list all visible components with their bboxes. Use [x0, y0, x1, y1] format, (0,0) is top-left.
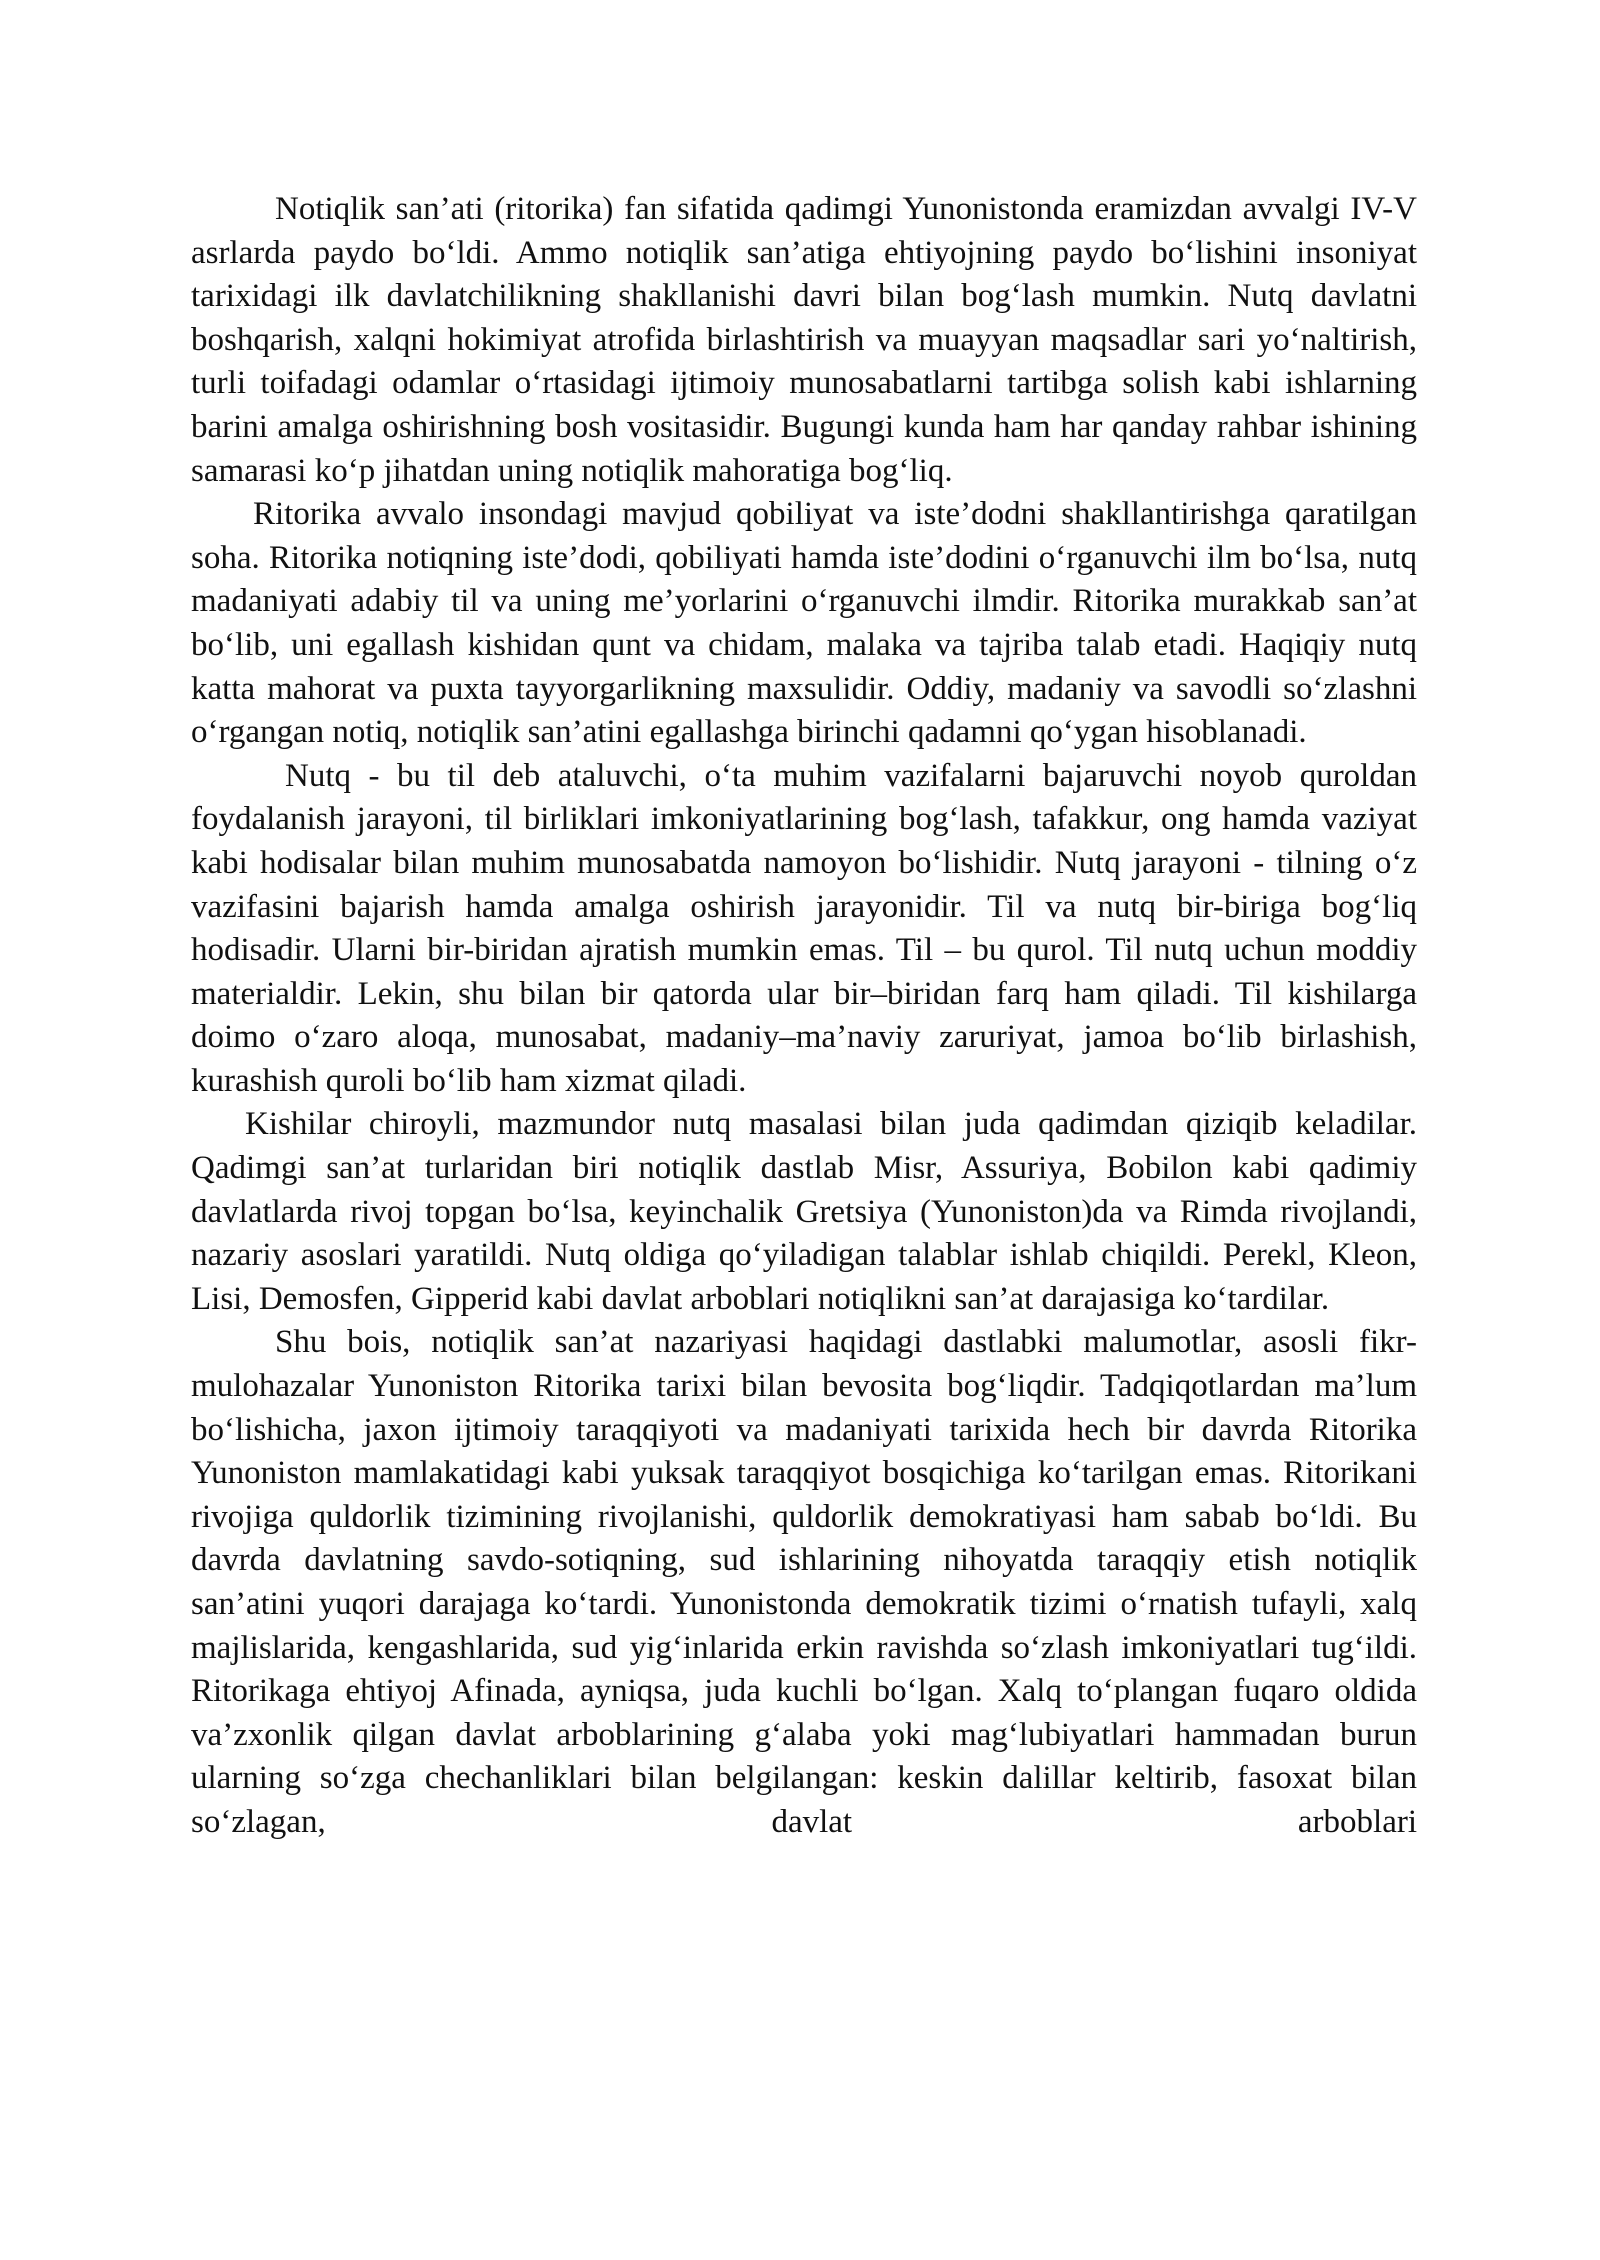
paragraph-4: Kishilar chiroyli, mazmundor nutq masalasi bilan juda qadimdan qiziqib keladilar. Qadimgi san’at turlaridan biri notiqlik dastlab Misr, Assuriya, Bobilon kabi qadimiy davlatlarda rivoj topgan bo‘lsa, keyinchalik Gretsiya (Yunoniston)da va Rimda rivojlandi, nazariy asoslari yaratildi. Nutq oldiga qo‘yiladigan talablar ishlab chiqildi. Perekl, Kleon, Lisi, Demosfen, Gipperid kabi davlat arboblari notiqlikni san’at darajasiga ko‘tardilar. — [191, 1106, 1417, 1317]
paragraph-2: Ritorika avvalo insondagi mavjud qobiliyat va iste’dodni shakllantirishga qaratilgan soha. Ritorika notiqning iste’dodi, qobiliyati hamda iste’dodini o‘rganuvchi ilm bo‘lsa, nutq madaniyati adabiy til va uning me’yorlarini o‘rganuvchi ilmdir. Ritorika murakkab san’at bo‘lib, uni egallash kishidan qunt va chidam, malaka va tajriba talab etadi. Haqiqiy nutq katta mahorat va puxta tayyorgarlikning maxsulidir. Oddiy, madaniy va savodli so‘zlashni o‘rgangan notiq, notiqlik san’atini egallashga birinchi qadamni qo‘ygan hisoblanadi. — [191, 496, 1417, 751]
document-page — [191, 188, 1417, 1845]
paragraph-5: Shu bois, notiqlik san’at nazariyasi haqidagi dastlabki malumotlar, asosli fikr-mulohazalar Yunoniston Ritorika tarixi bilan bevosita bog‘liqdir. Tadqiqotlardan ma’lum bo‘lishicha, jaxon ijtimoiy taraqqiyoti va madaniyati tarixida hech bir davrda Ritorika Yunoniston mamlakatidagi kabi yuksak taraqqiyot bosqichiga ko‘tarilgan emas. Ritorikani rivojiga quldorlik tizimining rivojlanishi, quldorlik demokratiyasi ham sabab bo‘ldi. Bu davrda davlatning savdo-sotiqning, sud ishlarining nihoyatda taraqqiy etish notiqlik san’atini yuqori darajaga ko‘tardi. Yunonistonda demokratik tizimi o‘rnatish tufayli, xalq majlislarida, kengashlarida, sud yig‘inlarida erkin ravishda so‘zlash imkoniyatlari tug‘ildi. Ritorikaga ehtiyoj Afinada, ayniqsa, juda kuchli bo‘lgan. Xalq to‘plangan fuqaro oldida va’zxonlik qilgan davlat arboblarining g‘alaba yoki mag‘lubiyatlari hammadan burun ularning so‘zga chechanliklari bilan belgilangan: keskin dalillar keltirib, fasoxat bilan so‘zlagan, davlat arboblari — [191, 1324, 1417, 1840]
paragraph-3: Nutq - bu til deb ataluvchi, o‘ta muhim vazifalarni bajaruvchi noyob quroldan foydalanish jarayoni, til birliklari imkoniyatlarining bog‘lash, tafakkur, ong hamda vaziyat kabi hodisalar bilan muhim munosabatda namoyon bo‘lishidir. Nutq jarayoni - tilning o‘z vazifasini bajarish hamda amalga oshirish jarayonidir. Til va nutq bir-biriga bog‘liq hodisadir. Ularni bir-biridan ajratish mumkin emas. Til – bu qurol. Til nutq uchun moddiy materialdir. Lekin, shu bilan bir qatorda ular bir–biridan farq ham qiladi. Til kishilarga doimo o‘zaro aloqa, munosabat, madaniy–ma’naviy zaruriyat, jamoa bo‘lib birlashish, kurashish quroli bo‘lib ham xizmat qiladi. — [191, 757, 1417, 1099]
paragraph-1: Notiqlik san’ati (ritorika) fan sifatida qadimgi Yunonistonda eramizdan avvalgi IV-V asrlarda paydo bo‘ldi. Ammo notiqlik san’atiga ehtiyojning paydo bo‘lishini insoniyat tarixidagi ilk davlatchilikning shakllanishi davri bilan bog‘lash mumkin. Nutq davlatni boshqarish, xalqni hokimiyat atrofida birlashtirish va muayyan maqsadlar sari yo‘naltirish, turli toifadagi odamlar o‘rtasidagi ijtimoiy munosabatlarni tartibga solish kabi ishlarning barini amalga oshirishning bosh vositasidir. Bugungi kunda ham har qanday rahbar ishining samarasi ko‘p jihatdan uning notiqlik mahoratiga bog‘liq. — [191, 191, 1417, 489]
